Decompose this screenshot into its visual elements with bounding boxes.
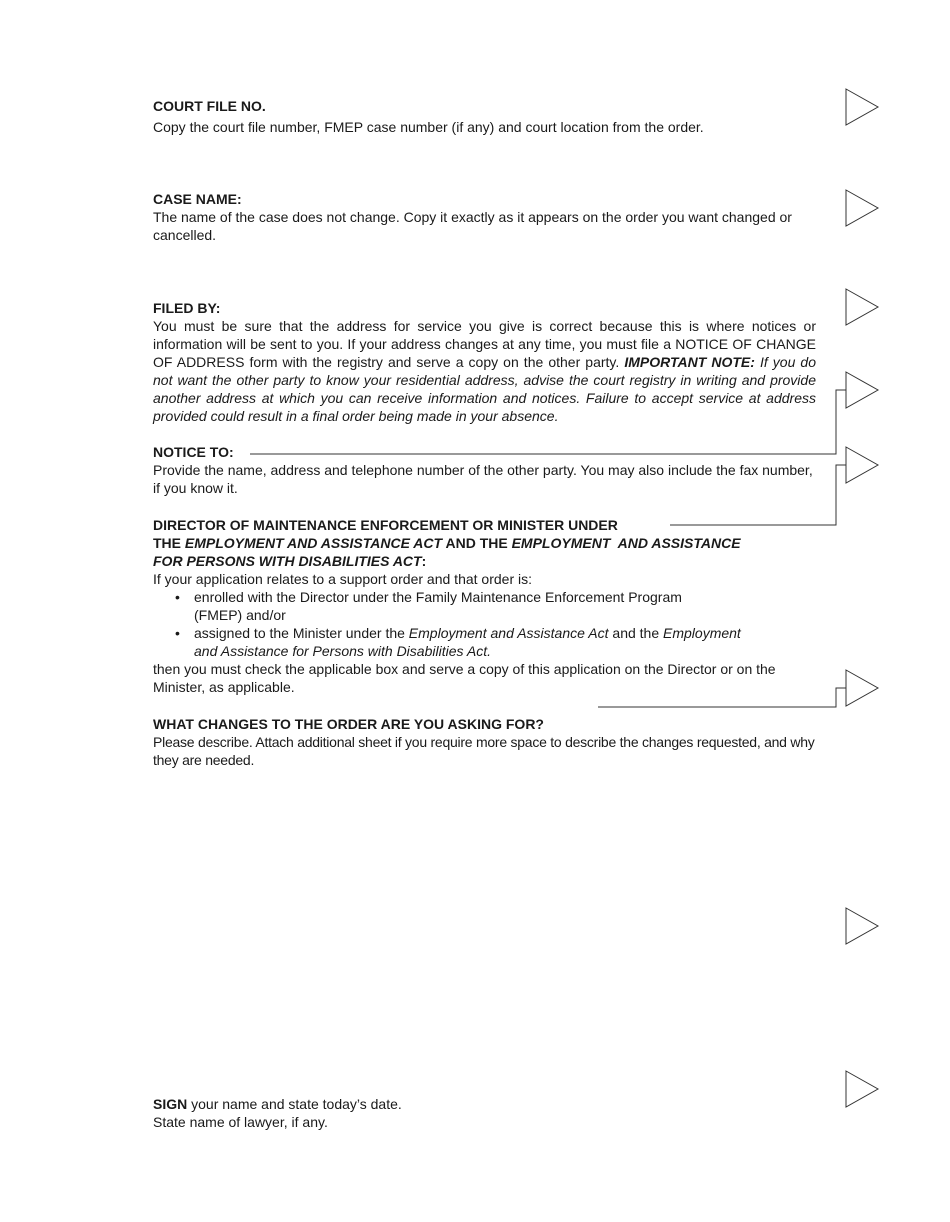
filed-by-text bbox=[153, 317, 816, 425]
changes-heading: WHAT CHANGES TO THE ORDER ARE YOU ASKING FOR? bbox=[153, 716, 544, 732]
case-name-section bbox=[153, 190, 816, 244]
bullet-minister-act2a: Employment bbox=[663, 625, 741, 641]
filed-by-body: You must be sure that the address for service you give is correct because this is where notices or information will be sent to you. If your address changes at any time, you must file a NOTICE OF CHANGE OF ADDRESS form with the registry and serve a copy on the other party. bbox=[153, 318, 816, 370]
arrow-filed-by-icon bbox=[846, 289, 878, 325]
director-heading-colon: : bbox=[421, 553, 427, 569]
filed-by-section bbox=[153, 299, 816, 425]
arrow-case-name-icon bbox=[846, 190, 878, 226]
bullet-minister-pre: assigned to the Minister under the bbox=[194, 625, 405, 641]
important-note-text: If you do not want the other party to know your residential address, advise the court registry in writing and provide another address at which you can receive information and notices. Failure to accept service at address provided could result in a final order being made in your absence. bbox=[153, 354, 816, 424]
notice-to-section bbox=[153, 443, 816, 497]
director-heading-line2 bbox=[153, 534, 816, 552]
court-file-heading: COURT FILE NO. bbox=[153, 98, 266, 114]
case-name-heading: CASE NAME: bbox=[153, 191, 242, 207]
act-2-title-a: EMPLOYMENT AND ASSISTANCE bbox=[511, 535, 741, 551]
bullet-minister-act2b: and Assistance for Persons with Disabilities Act. bbox=[194, 643, 491, 659]
notice-to-text: Provide the name, address and telephone number of the other party. You may also include the fax number, if you know it. bbox=[153, 462, 813, 496]
important-note-label: IMPORTANT NOTE: bbox=[624, 354, 755, 370]
director-section bbox=[153, 516, 816, 696]
changes-text: Please describe. Attach additional sheet if you require more space to describe the changes requested, and why they are needed. bbox=[153, 734, 815, 768]
sign-rest: your name and state today’s date. bbox=[191, 1096, 402, 1112]
sign-bold: SIGN bbox=[153, 1096, 188, 1112]
arrow-signature-icon bbox=[846, 908, 878, 944]
director-closing: then you must check the applicable box and serve a copy of this application on the Director or on the Minister, as applicable. bbox=[153, 661, 776, 695]
court-file-text: Copy the court file number, FMEP case number (if any) and court location from the order. bbox=[153, 119, 704, 135]
bullet-fmep-line1: enrolled with the Director under the Family Maintenance Enforcement Program bbox=[194, 589, 682, 605]
sign-line2: State name of lawyer, if any. bbox=[153, 1114, 328, 1130]
arrow-court-file-icon bbox=[846, 89, 878, 125]
bullet-fmep bbox=[194, 588, 816, 624]
director-heading-line3 bbox=[153, 552, 816, 570]
director-heading-line1: DIRECTOR OF MAINTENANCE ENFORCEMENT OR MINISTER UNDER bbox=[153, 517, 618, 533]
director-intro: If your application relates to a support order and that order is: bbox=[153, 571, 532, 587]
arrow-sign-icon bbox=[846, 1071, 878, 1107]
sign-line1 bbox=[153, 1095, 816, 1113]
director-heading-the: THE bbox=[153, 535, 181, 551]
director-bullets bbox=[153, 588, 816, 660]
act-1-title: EMPLOYMENT AND ASSISTANCE ACT bbox=[184, 535, 443, 551]
sign-section bbox=[153, 1095, 816, 1131]
arrow-notice-to-icon bbox=[846, 372, 878, 408]
changes-section bbox=[153, 715, 816, 769]
notice-to-heading: NOTICE TO: bbox=[153, 444, 234, 460]
arrow-director-icon bbox=[846, 447, 878, 483]
bullet-fmep-line2: (FMEP) and/or bbox=[194, 607, 286, 623]
arrow-changes-icon bbox=[846, 670, 878, 706]
bullet-minister-act1: Employment and Assistance Act bbox=[408, 625, 609, 641]
bullet-minister bbox=[194, 624, 816, 660]
case-name-text: The name of the case does not change. Copy it exactly as it appears on the order you want changed or cancelled. bbox=[153, 209, 792, 243]
director-heading-and-the: AND THE bbox=[445, 535, 508, 551]
act-2-title-b: FOR PERSONS WITH DISABILITIES ACT bbox=[153, 553, 422, 569]
filed-by-heading: FILED BY: bbox=[153, 300, 221, 316]
court-file-section bbox=[153, 97, 816, 136]
bullet-minister-mid: and the bbox=[612, 625, 660, 641]
